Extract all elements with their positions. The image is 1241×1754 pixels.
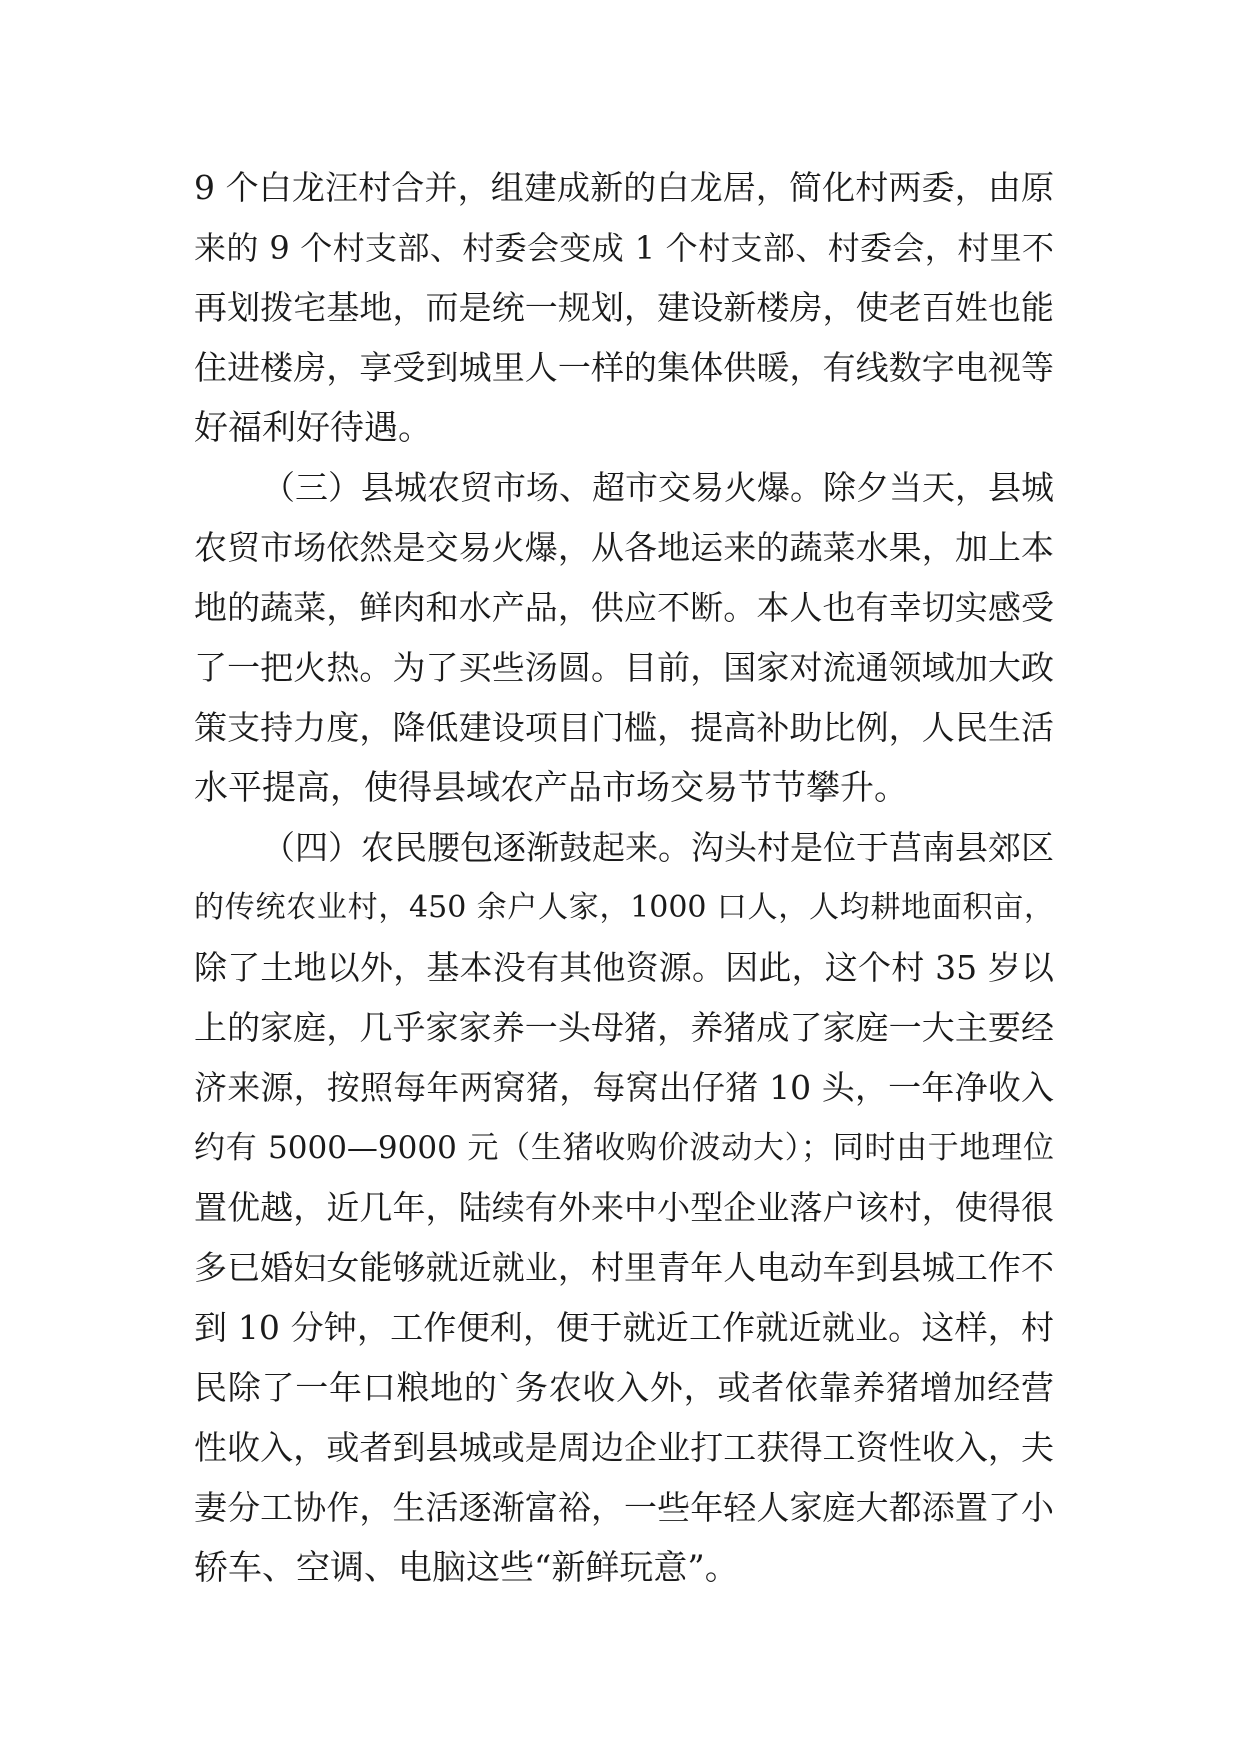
text-line: 的传统农业村，450 余户人家，1000 口人，人均耕地面积亩， — [194, 890, 1054, 925]
text-line: 性收入，或者到县城或是周边企业打工获得工资性收入，夫 — [194, 1428, 1054, 1467]
text-line: 济来源，按照每年两窝猪，每窝出仔猪 10 头，一年净收入 — [194, 1068, 1054, 1107]
text-line: 约有 5000—9000 元（生猪收购价波动大）；同时由于地理位 — [194, 1130, 1054, 1166]
text-line: 除了土地以外，基本没有其他资源。因此，这个村 35 岁以 — [194, 948, 1054, 987]
text-line: 多已婚妇女能够就近就业，村里青年人电动车到县城工作不 — [194, 1248, 1054, 1287]
text-line: 农贸市场依然是交易火爆，从各地运来的蔬菜水果，加上本 — [194, 528, 1054, 567]
text-line: 了一把火热。为了买些汤圆。目前，国家对流通领域加大政 — [194, 648, 1054, 687]
text-line: 来的 9 个村支部、村委会变成 1 个村支部、村委会，村里不 — [194, 229, 1054, 267]
text-line: 妻分工协作，生活逐渐富裕，一些年轻人家庭大都添置了小 — [194, 1488, 1054, 1527]
text-line: 再划拨宅基地，而是统一规划，建设新楼房，使老百姓也能 — [194, 288, 1054, 327]
text-line: 到 10 分钟，工作便利，便于就近工作就近就业。这样，村 — [194, 1308, 1054, 1347]
text-line: 好福利好待遇。 — [194, 408, 432, 448]
section-heading-line: （三）县城农贸市场、超市交易火爆。除夕当天，县城 — [262, 468, 1054, 507]
section-heading-line: （四）农民腰包逐渐鼓起来。沟头村是位于莒南县郊区 — [262, 828, 1054, 867]
text-line: 地的蔬菜，鲜肉和水产品，供应不断。本人也有幸切实感受 — [194, 588, 1054, 627]
text-line: 9 个白龙汪村合并，组建成新的白龙居，简化村两委，由原 — [194, 168, 1054, 207]
text-line: 上的家庭，几乎家家养一头母猪，养猪成了家庭一大主要经 — [194, 1008, 1054, 1047]
text-line: 置优越，近几年，陆续有外来中小型企业落户该村，使得很 — [194, 1188, 1054, 1227]
text-line: 轿车、空调、电脑这些“新鲜玩意”。 — [194, 1548, 739, 1588]
text-line: 住进楼房，享受到城里人一样的集体供暖，有线数字电视等 — [194, 348, 1054, 387]
text-line: 民除了一年口粮地的`务农收入外，或者依靠养猪增加经营 — [194, 1368, 1054, 1407]
text-line: 策支持力度，降低建设项目门槛，提高补助比例，人民生活 — [194, 708, 1054, 747]
text-line: 水平提高，使得县域农产品市场交易节节攀升。 — [194, 768, 908, 808]
